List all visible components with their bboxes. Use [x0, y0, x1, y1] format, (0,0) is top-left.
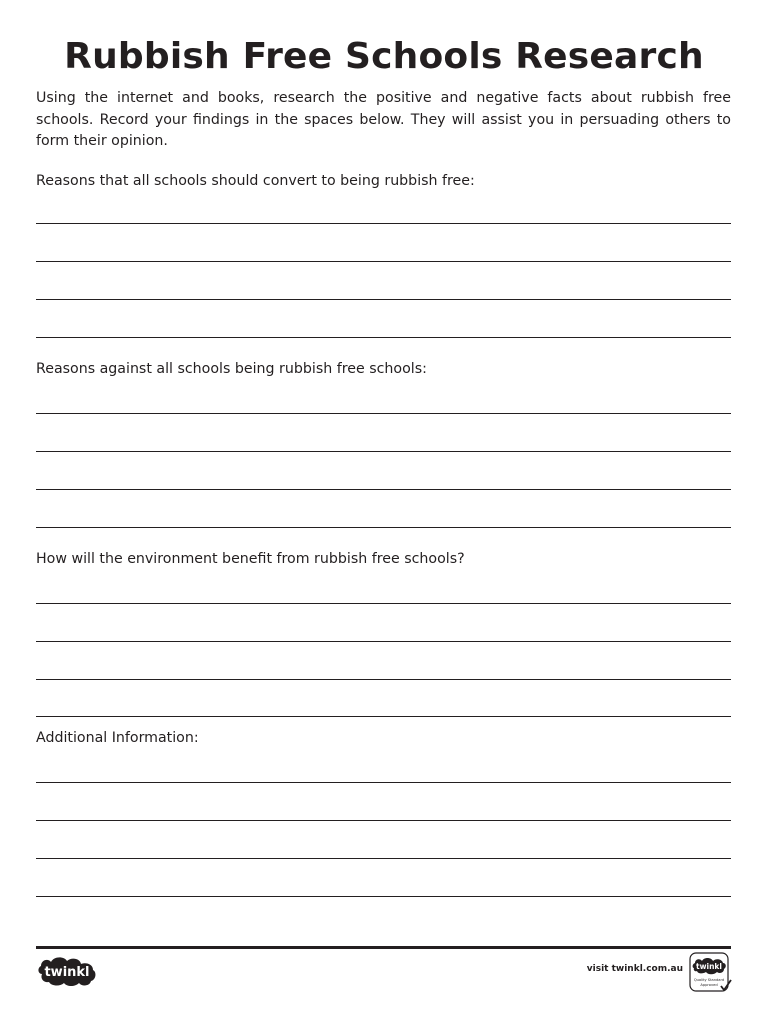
twinkl-logo — [36, 954, 98, 988]
badge-caption-approved: Approved — [700, 983, 718, 987]
section-label: Additional Information: — [36, 730, 199, 746]
writing-line[interactable] — [36, 641, 731, 642]
badge-logo-text: twinkl — [696, 962, 722, 971]
badge-caption-quality: Quality Standard — [693, 978, 725, 982]
writing-line[interactable] — [36, 603, 731, 604]
footer-divider — [36, 946, 731, 949]
intro-paragraph: Using the internet and books, research the positive and negative facts about rubbish free schools. Record your findings in the spaces below. They will assist you in persuading others to form their opinion. — [36, 90, 731, 149]
section-label: Reasons that all schools should convert to being rubbish free: — [36, 173, 475, 189]
writing-line[interactable] — [36, 451, 731, 452]
writing-line[interactable] — [36, 223, 731, 224]
writing-line[interactable] — [36, 261, 731, 262]
writing-line[interactable] — [36, 527, 731, 528]
writing-line[interactable] — [36, 337, 731, 338]
writing-line[interactable] — [36, 716, 731, 717]
twinkl-logo-text: twinkl — [44, 965, 90, 980]
page-title: Rubbish Free Schools Research — [64, 36, 704, 77]
section-label: Reasons against all schools being rubbish free schools: — [36, 361, 427, 377]
section-reasons-against — [36, 359, 731, 379]
writing-line[interactable] — [36, 820, 731, 821]
writing-line[interactable] — [36, 299, 731, 300]
writing-line[interactable] — [36, 413, 731, 414]
visit-website-text: visit twinkl.com.au — [586, 964, 683, 974]
quality-standard-badge — [689, 952, 733, 994]
writing-line[interactable] — [36, 782, 731, 783]
section-reasons-for — [36, 171, 731, 191]
section-environment-benefit — [36, 549, 731, 569]
writing-line[interactable] — [36, 679, 731, 680]
section-label: How will the environment benefit from rubbish free schools? — [36, 551, 465, 567]
writing-line[interactable] — [36, 896, 731, 897]
section-additional-information — [36, 728, 731, 748]
writing-line[interactable] — [36, 489, 731, 490]
writing-line[interactable] — [36, 858, 731, 859]
